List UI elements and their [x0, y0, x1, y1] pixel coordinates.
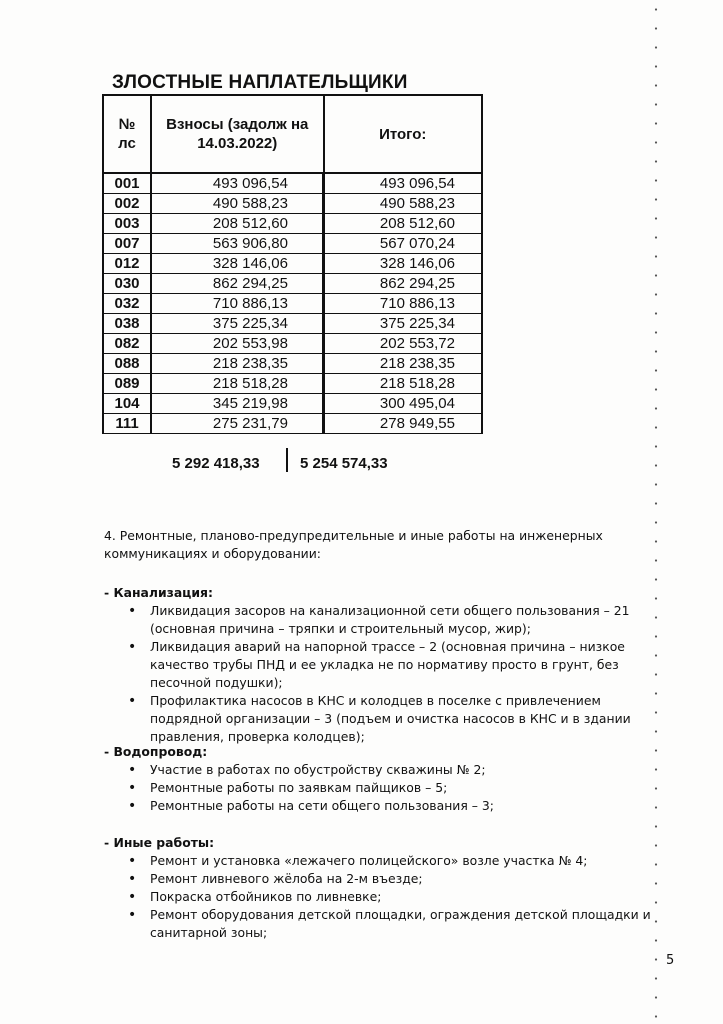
total-cell: 278 949,55: [324, 414, 483, 434]
debtors-title: ЗЛОСТНЫЕ НАПЛАТЕЛЬЩИКИ: [112, 72, 408, 93]
contributions-cell: 375 225,34: [151, 314, 324, 334]
table-row: [103, 414, 482, 434]
account-cell: 007: [103, 234, 151, 254]
table-row: [103, 294, 482, 314]
total-cell: 493 096,54: [324, 173, 483, 194]
table-row: [103, 173, 482, 194]
table-row: [103, 234, 482, 254]
list-item: • Участие в работах по обустройству скважины № 2;: [120, 761, 664, 779]
sewerage-list: [120, 602, 664, 746]
contributions-cell: 202 553,98: [151, 334, 324, 354]
list-item: • Ремонт оборудования детской площадки, ограждения детской площадки и санитарной зоны;: [120, 906, 664, 942]
account-cell: 002: [103, 194, 151, 214]
contributions-cell: 862 294,25: [151, 274, 324, 294]
contributions-cell: 208 512,60: [151, 214, 324, 234]
total-cell: 710 886,13: [324, 294, 483, 314]
table-row: [103, 314, 482, 334]
debtors-table: [102, 94, 483, 434]
contributions-cell: 490 588,23: [151, 194, 324, 214]
total-cell: 567 070,24: [324, 234, 483, 254]
water-list: [120, 761, 664, 815]
contributions-cell: 345 219,98: [151, 394, 324, 414]
list-item: • Ремонтные работы по заявкам пайщиков – 5;: [120, 779, 664, 797]
totals-separator: [286, 448, 288, 472]
section-sewerage: [104, 584, 664, 746]
table-row: [103, 214, 482, 234]
contributions-cell: 218 238,35: [151, 354, 324, 374]
account-cell: 111: [103, 414, 151, 434]
table-row: [103, 274, 482, 294]
total-cell: 218 238,35: [324, 354, 483, 374]
contributions-cell: 563 906,80: [151, 234, 324, 254]
total-cell: 202 553,72: [324, 334, 483, 354]
section-heading: - Канализация:: [104, 585, 213, 600]
list-item: • Ремонт и установка «лежачего полицейского» возле участка № 4;: [120, 852, 664, 870]
total-cell: 208 512,60: [324, 214, 483, 234]
contributions-cell: 493 096,54: [151, 173, 324, 194]
section-water: [104, 743, 664, 815]
account-cell: 038: [103, 314, 151, 334]
list-item: • Ликвидация аварий на напорной трассе – 2 (основная причина – низкое качество трубы ПНД и ее укладка не по нормативу просто в грунт, без песочной подушки);: [120, 638, 664, 692]
sum-total: 5 254 574,33: [300, 455, 388, 472]
total-cell: 300 495,04: [324, 394, 483, 414]
total-cell: 862 294,25: [324, 274, 483, 294]
section-heading: - Водопровод:: [104, 744, 208, 759]
account-cell: 001: [103, 173, 151, 194]
table-row: [103, 194, 482, 214]
works-intro: 4. Ремонтные, планово-предупредительные и иные работы на инженерных коммуникациях и оборудовании:: [104, 528, 603, 561]
other-list: [120, 852, 664, 942]
account-cell: 003: [103, 214, 151, 234]
account-cell: 012: [103, 254, 151, 274]
list-item: • Ремонт ливневого жёлоба на 2-м въезде;: [120, 870, 664, 888]
table-row: [103, 354, 482, 374]
contributions-cell: 275 231,79: [151, 414, 324, 434]
table-row: [103, 254, 482, 274]
list-item: • Профилактика насосов в КНС и колодцев в поселке с привлечением подрядной организации – 3 (подъем и очистка насосов в КНС и в здании правления, проверка колодцев);: [120, 692, 664, 746]
account-cell: 032: [103, 294, 151, 314]
total-cell: 218 518,28: [324, 374, 483, 394]
page-number: 5: [666, 953, 675, 968]
account-cell: 088: [103, 354, 151, 374]
total-header: Итого:: [324, 95, 483, 173]
table-row: [103, 374, 482, 394]
account-cell: 030: [103, 274, 151, 294]
contributions-cell: 218 518,28: [151, 374, 324, 394]
list-item: • Ремонтные работы на сети общего пользования – 3;: [120, 797, 664, 815]
section-heading: - Иные работы:: [104, 835, 215, 850]
list-item: • Ликвидация засоров на канализационной сети общего пользования – 21 (основная причина – тряпки и строительный мусор, жир);: [120, 602, 664, 638]
account-cell: 104: [103, 394, 151, 414]
contributions-header: Взносы (задолж на 14.03.2022): [151, 95, 324, 173]
total-cell: 375 225,34: [324, 314, 483, 334]
account-cell: 082: [103, 334, 151, 354]
account-cell: 089: [103, 374, 151, 394]
account-header: № лс: [103, 95, 151, 173]
table-row: [103, 334, 482, 354]
contributions-cell: 328 146,06: [151, 254, 324, 274]
section-other: [104, 834, 664, 942]
total-cell: 490 588,23: [324, 194, 483, 214]
table-row: [103, 394, 482, 414]
list-item: • Покраска отбойников по ливневке;: [120, 888, 664, 906]
total-cell: 328 146,06: [324, 254, 483, 274]
contributions-cell: 710 886,13: [151, 294, 324, 314]
sum-contributions: 5 292 418,33: [172, 455, 260, 472]
